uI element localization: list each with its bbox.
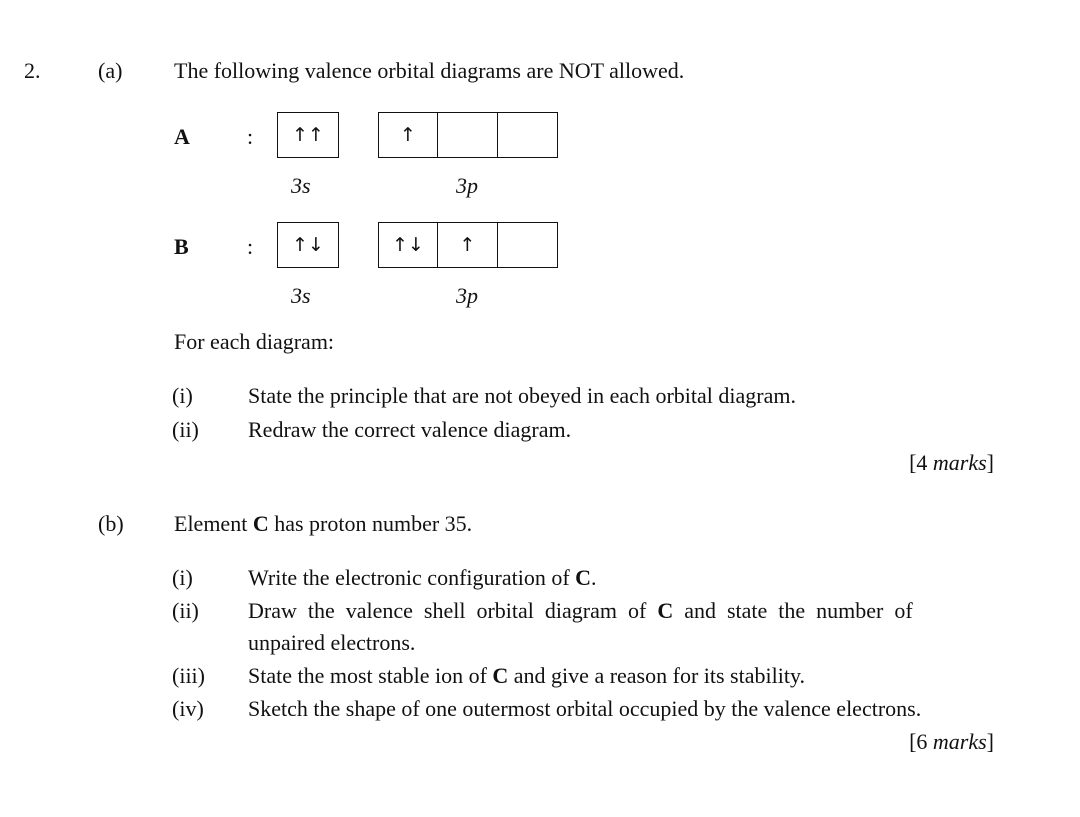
diagram-b-3s-box (277, 222, 339, 268)
diagram-b-3p-box-2: ↑ (438, 222, 498, 268)
diagram-b-3s-electrons: ↑↓ (292, 234, 324, 256)
part-a-intro: The following valence orbital diagrams are NOT allowed. (174, 58, 685, 83)
part-b-marks: [6 marks] (909, 729, 994, 754)
part-b-item-ii-line2: unpaired electrons. (248, 630, 416, 655)
part-a-item-i-text: State the principle that are not obeyed in each orbital diagram. (248, 383, 796, 408)
diagram-b-label: B (174, 234, 189, 259)
diagram-a-3p-box-2 (438, 112, 498, 158)
part-b-item-i-num: (i) (172, 565, 193, 590)
question-number: 2. (24, 58, 41, 83)
diagram-a-3s-electrons: ↑↑ (292, 124, 324, 146)
diagram-a-3s-box (277, 112, 339, 158)
diagram-a-3p-label: 3p (456, 173, 478, 198)
part-a-item-i-num: (i) (172, 383, 193, 408)
for-each-heading: For each diagram: (174, 329, 335, 354)
part-b-item-i-text: Write the electronic configuration of C. (248, 565, 597, 590)
part-a-item-ii-text: Redraw the correct valence diagram. (248, 417, 572, 442)
part-b-intro: Element C has proton number 35. (174, 511, 473, 536)
part-a-marks: [4 marks] (909, 450, 994, 475)
part-a-label: (a) (98, 58, 123, 83)
part-b-item-iii-num: (iii) (172, 663, 205, 688)
diagram-b-colon: : (247, 234, 254, 259)
diagram-a-3s-label: 3s (291, 173, 311, 198)
diagram-a-colon: : (247, 124, 254, 149)
part-b-item-iii-text: State the most stable ion of C and give a reason for its stability. (248, 663, 806, 688)
diagram-a-label: A (174, 124, 190, 149)
diagram-b-3p-box-3 (498, 222, 558, 268)
part-b-item-ii-num: (ii) (172, 598, 199, 623)
diagram-b-3s-label: 3s (291, 283, 311, 308)
diagram-a-3p-box-3 (498, 112, 558, 158)
part-b-item-iv-num: (iv) (172, 696, 204, 721)
part-b-item-iv-text: Sketch the shape of one outermost orbital occupied by the valence electrons. (248, 696, 922, 721)
diagram-b-3p-label: 3p (456, 283, 478, 308)
part-b-item-ii-text: Draw the valence shell orbital diagram of C and state the number of (248, 598, 913, 623)
diagram-b-3p-box-1: ↑↓ (378, 222, 438, 268)
diagram-b-3p-boxes (378, 222, 558, 268)
part-b-label: (b) (98, 511, 124, 536)
part-a-item-ii-num: (ii) (172, 417, 199, 442)
diagram-a-3p-boxes (378, 112, 558, 158)
diagram-a-3p-box-1: ↑ (378, 112, 438, 158)
